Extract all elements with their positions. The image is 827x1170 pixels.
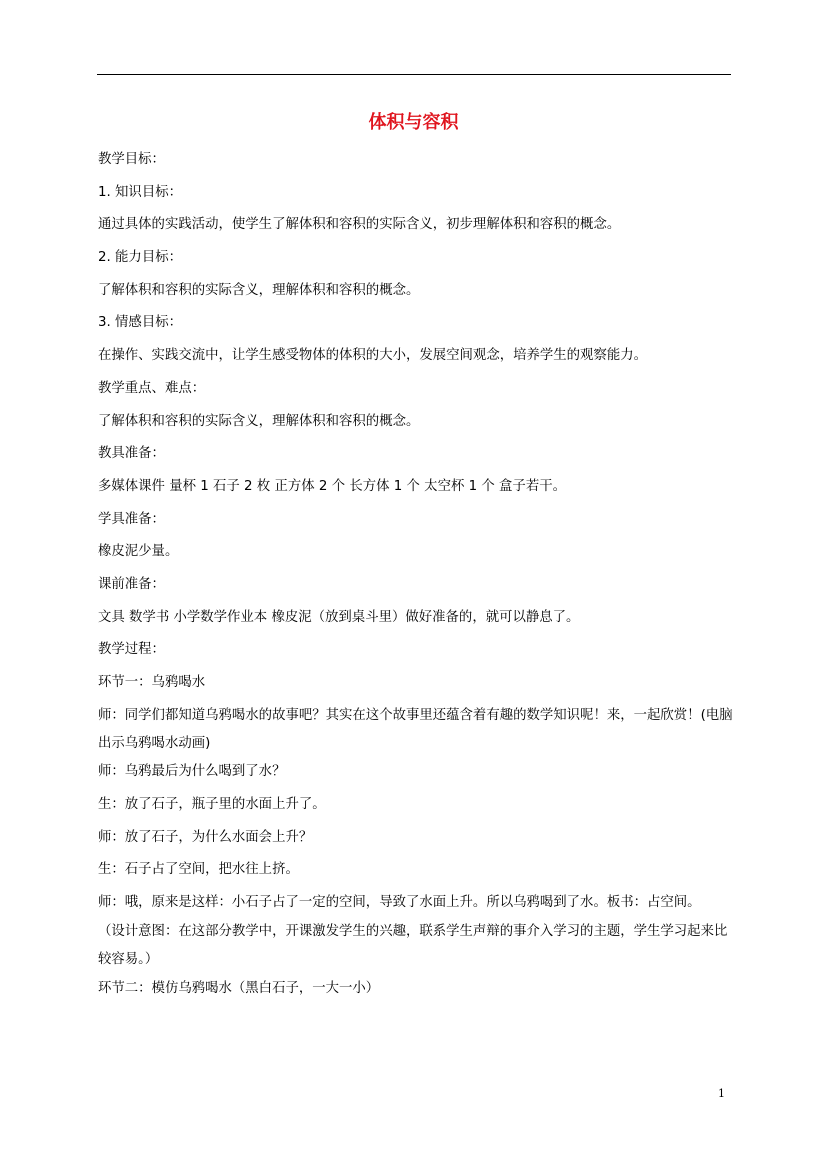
paragraph: 文具 数学书 小学数学作业本 橡皮泥（放到桌斗里）做好准备的，就可以静息了。 <box>98 609 580 625</box>
dialogue-line: 师：放了石子，为什么水面会上升？ <box>98 829 313 845</box>
design-intent-note: （设计意图：在这部分教学中，开课激发学生的兴趣，联系学生声辩的事介入学习的主题，学生学习起来比较容易。） <box>98 923 728 967</box>
heading-ability-objective: 2. 能力目标： <box>98 250 182 266</box>
heading-section-one: 环节一：乌鸦喝水 <box>98 675 206 690</box>
heading-teaching-aids: 教具准备： <box>98 446 165 462</box>
paragraph: 在操作、实践交流中，让学生感受物体的体积的大小，发展空间观念，培养学生的观察能力。 <box>98 348 648 364</box>
header-rule <box>97 74 731 75</box>
heading-student-aids: 学具准备： <box>98 511 165 527</box>
paragraph: 了解体积和容积的实际含义，理解体积和容积的概念。 <box>98 413 420 429</box>
paragraph: 通过具体的实践活动，使学生了解体积和容积的实际含义，初步理解体积和容积的概念。 <box>98 217 621 233</box>
heading-key-points: 教学重点、难点： <box>98 380 206 396</box>
heading-section-two: 环节二：模仿乌鸦喝水（黑白石子，一大一小） <box>98 980 380 996</box>
document-title: 体积与容积 <box>368 112 459 133</box>
paragraph: 橡皮泥少量。 <box>98 544 179 560</box>
dialogue-line: 师：哦，原来是这样：小石子占了一定的空间，导致了水面上升。所以乌鸦喝到了水。板书：占空间。 <box>98 895 701 911</box>
dialogue-line: 师：同学们都知道乌鸦喝水的故事吧？其实在这个故事里还蕴含着有趣的数学知识呢！来，一起欣赏！(电脑出示乌鸦喝水动画) <box>98 707 733 751</box>
heading-emotion-objective: 3. 情感目标： <box>98 315 182 331</box>
dialogue-line: 生：石子占了空间，把水往上挤。 <box>98 862 299 878</box>
heading-pre-class: 课前准备： <box>98 576 165 592</box>
heading-teaching-objectives: 教学目标： <box>98 152 165 167</box>
page-number: 1 <box>718 1087 725 1100</box>
dialogue-line: 生：放了石子，瓶子里的水面上升了。 <box>98 797 326 813</box>
paragraph: 多媒体课件 量杯 1 石子 2 枚 正方体 2 个 长方体 1 个 太空杯 1 个 盒子若干。 <box>98 478 566 494</box>
heading-knowledge-objective: 1. 知识目标： <box>98 184 182 200</box>
document-body <box>98 150 734 1011</box>
paragraph: 了解体积和容积的实际含义，理解体积和容积的概念。 <box>98 282 420 298</box>
heading-teaching-process: 教学过程： <box>98 642 165 658</box>
dialogue-line: 师：乌鸦最后为什么喝到了水？ <box>98 764 286 780</box>
